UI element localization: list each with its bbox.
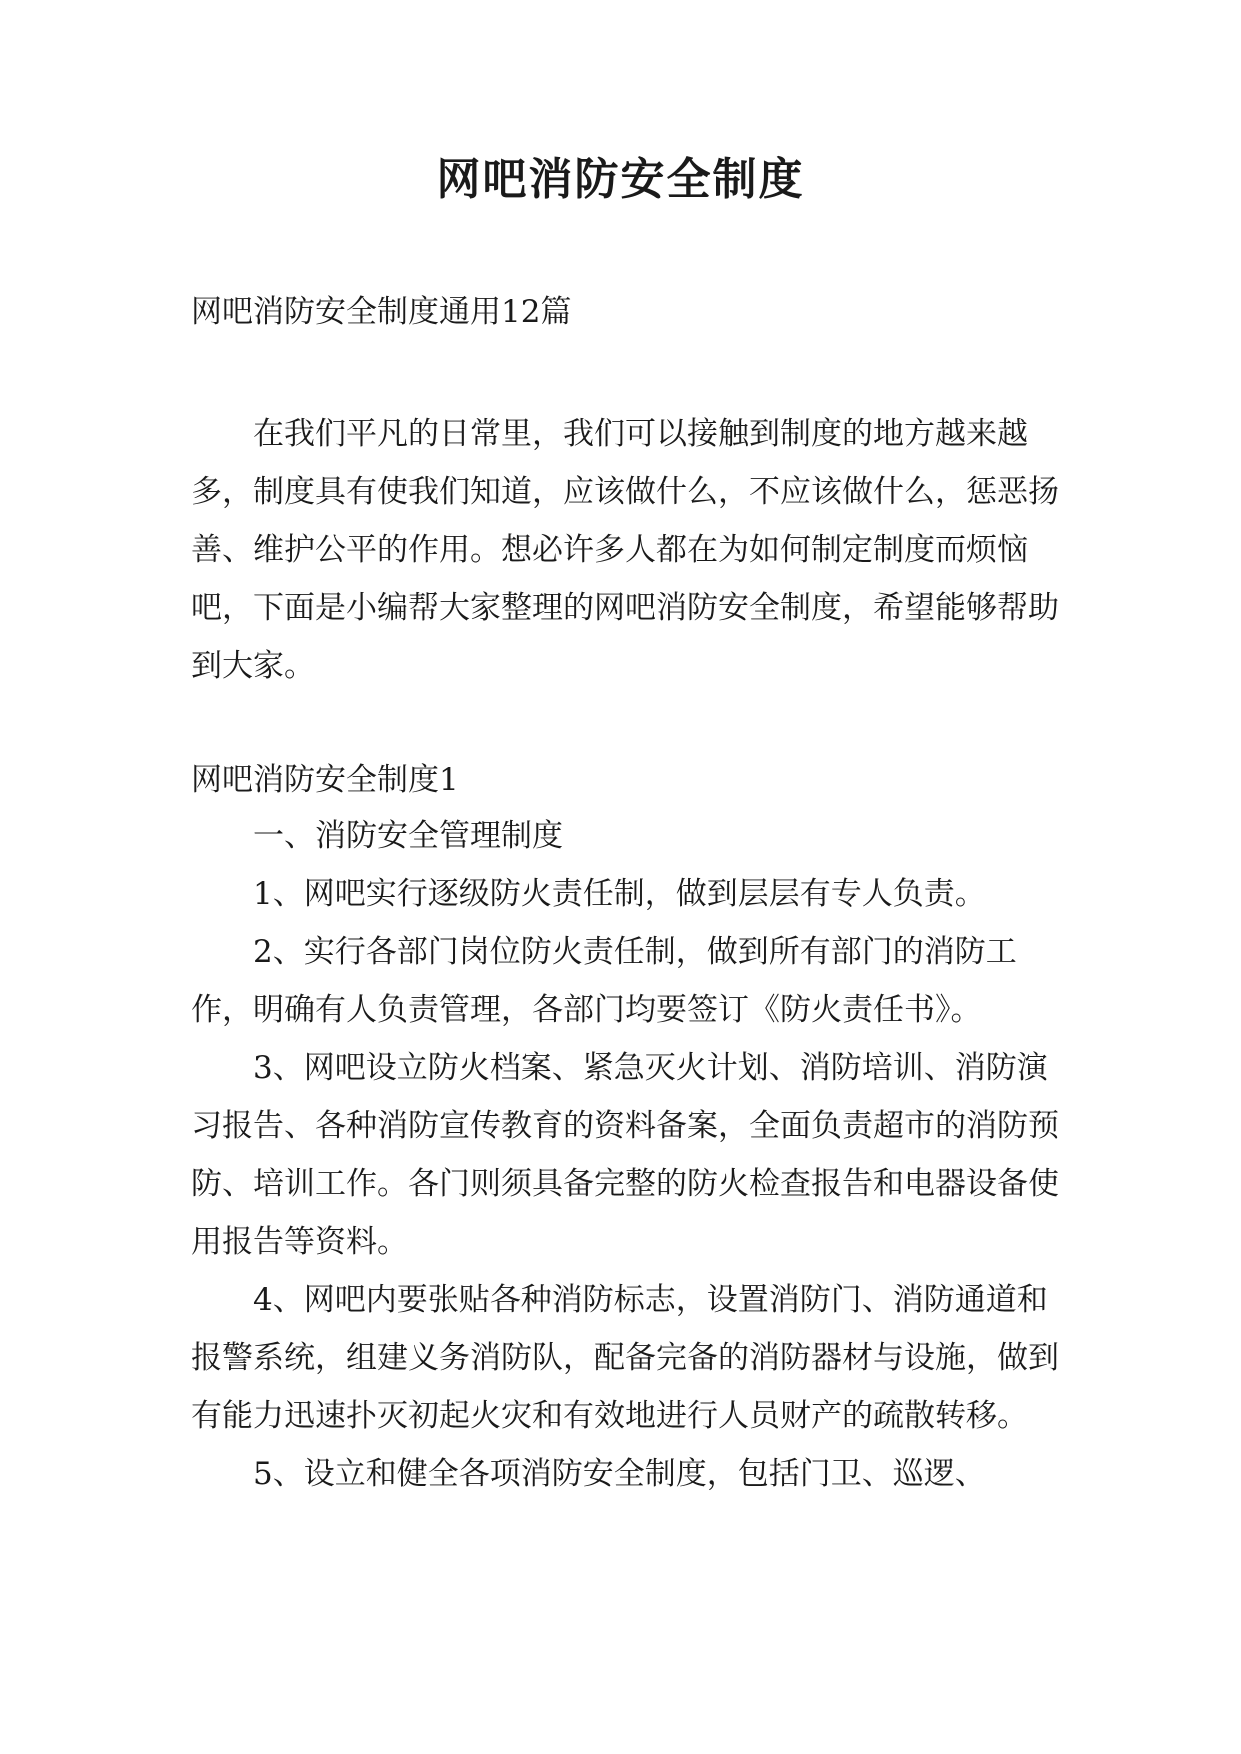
rule-item-1: 1、网吧实行逐级防火责任制，做到层层有专人负责。 xyxy=(253,876,986,912)
intro-paragraph: 在我们平凡的日常里，我们可以接触到制度的地方越来越多，制度具有使我们知道，应该做什么，不应该做什么，惩恶扬善、维护公平的作用。想必许多人都在为如何制定制度而烦恼吧，下面是小编帮大家整理的网吧消防安全制度，希望能够帮助到大家。 xyxy=(191,416,1059,684)
rule-item-3: 3、网吧设立防火档案、紧急灭火计划、消防培训、消防演习报告、各种消防宣传教育的资料备案，全面负责超市的消防预防、培训工作。各门则须具备完整的防火检查报告和电器设备使用报告等资料。 xyxy=(191,1050,1059,1260)
document-title: 网吧消防安全制度 xyxy=(436,154,805,205)
section-heading: 一、消防安全管理制度 xyxy=(253,818,563,854)
section-title: 网吧消防安全制度1 xyxy=(191,762,459,798)
rule-item-2: 2、实行各部门岗位防火责任制，做到所有部门的消防工作，明确有人负责管理，各部门均要签订《防火责任书》。 xyxy=(191,934,1017,1028)
rule-item-4: 4、网吧内要张贴各种消防标志，设置消防门、消防通道和报警系统，组建义务消防队，配备完备的消防器材与设施，做到有能力迅速扑灭初起火灾和有效地进行人员财产的疏散转移。 xyxy=(191,1282,1059,1434)
document-subtitle: 网吧消防安全制度通用12篇 xyxy=(191,294,572,330)
rule-item-5: 5、设立和健全各项消防安全制度，包括门卫、巡逻、 xyxy=(253,1456,986,1492)
section-body xyxy=(191,807,1061,1503)
